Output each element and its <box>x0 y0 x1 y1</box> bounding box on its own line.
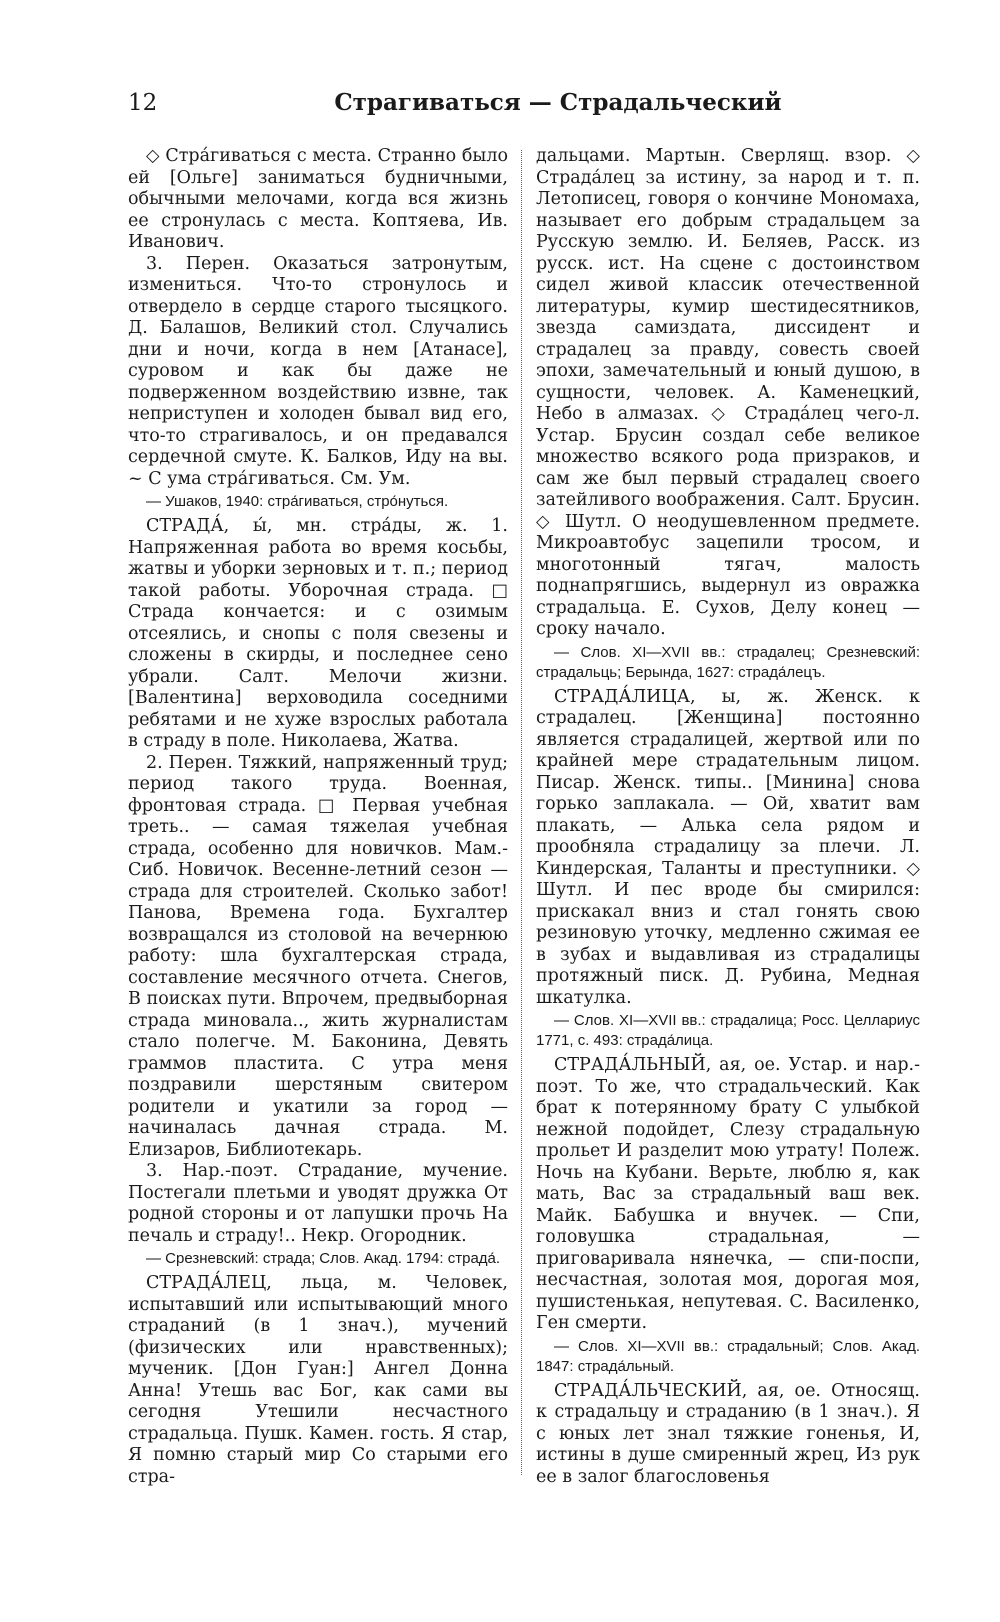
paragraph: дальцами. Мартын. Сверлящ. взор. ◇ Страда́лец за истину, за народ и т. п. Летописец, говоря о кончине Мономаха, называет его добрым страдальцем за Русскую землю. И. Беляев, Расск. из русск. ист. На сцене с достоинством сидел живой классик отечественной литературы, кумир шестидесятников, звезда самиздата, диссидент и страдалец за правду, совесть своей эпохи, замечательный и юный душою, в сущности, человек. А. Каменецкий, Небо в алмазах. ◇ Страда́лец чего-л. Устар. Брусин создал себе великое множество всякого рода призраков, и сам же был первый страдалец своего затейливого воображения. Салт. Брусин. ◇ Шутл. О неодушевленном предмете. Микроавтобус зацепили тросом, и многотонный тягач, малость поднапрягшись, выдернул из овражка страдальца. Е. Сухов, Делу конец — сроку начало. <box>536 146 920 639</box>
etymology-note: — Слов. XI—XVII вв.: страдалец; Срезневский: страдальць; Берында, 1627: страда́лецъ. <box>536 643 920 681</box>
running-title: Страгиваться — Страдальческий <box>334 89 782 116</box>
dictionary-entry: СТРАДА́ЛИЦА, ы, ж. Женск. к страдалец. [Женщина] постоянно является страдалицей, жертвой или по крайней мере страдательным лицом. Писар. Женск. типы.. [Минина] снова горько заплакала. — Ой, хватит вам плакать, — Алька села рядом и прообняла страдалицу за плечи. Л. Киндерская, Таланты и преступники. ◇ Шутл. И пес вроде бы смирился: прискакал вниз и стал гонять свою резиновую уточку, медленно сжимая ее в зубах и выдавливая из страдалицы протяжный писк. Д. Рубина, Медная шкатулка. <box>536 686 920 1008</box>
column-divider <box>521 150 523 1475</box>
paragraph: 3. Перен. Оказаться затронутым, измениться. Что-то стронулось и отвердело в сердце старого тысяцкого. Д. Балашов, Великий стол. Случались дни и ночи, когда в нем [Атанасе], суровом и как бы даже не подверженном воздействию извне, так неприступен и холоден бывал вид его, что-то страгивалось, и он предавался сердечной смуте. К. Балков, Иду на вы. ~ С ума стра́гиваться. См. Ум. <box>128 253 508 489</box>
etymology-note: — Слов. XI—XVII вв.: страдалица; Росс. Целлариус 1771, с. 493: страда́лица. <box>536 1012 920 1049</box>
page-header <box>128 88 928 128</box>
dictionary-entry: СТРАДА́ЛЕЦ, льца, м. Человек, испытавший или испытывающий много страданий (в 1 знач.), мучений (физических или нравственных); мученик. [Дон Гуан:] Ангел Донна Анна! Утешь вас Бог, как сами вы сегодня Утешили несчастного страдальца. Пушк. Камен. гость. Я стар, Я помню старый мир Со старыми его стра- <box>128 1273 508 1487</box>
page-number: 12 <box>128 90 158 116</box>
paragraph: 2. Перен. Тяжкий, напряженный труд; период такого труда. Военная, фронтовая страда. □ Первая учебная треть.. — самая тяжелая учебная страда, особенно для новичков. Мам.-Сиб. Новичок. Весенне-летний сезон — страда для строителей. Сколько забот! Панова, Времена года. Бухгалтер возвращался из столовой на вечернюю работу: шла бухгалтерская страда, составление месячного отчета. Снегов, В поисках пути. Впрочем, предвыборная страда миновала.., жить журналистам стало полегче. М. Баконина, Девять граммов пластита. С утра меня поздравили шерстяным свитером родители и укатили за город — начиналась дачная страда. М. Елизаров, Библиотекарь. <box>128 752 508 1160</box>
etymology-note: — Слов. XI—XVII вв.: страдальный; Слов. Акад. 1847: страда́льный. <box>536 1337 920 1375</box>
right-column <box>536 146 920 1488</box>
etymology-note: — Срезневский: страда; Слов. Акад. 1794: страда́. <box>146 1250 501 1267</box>
dictionary-entry: СТРАДА́, ы́, мн. стра́ды, ж. 1. Напряженная работа во время косьбы, жатвы и уборки зерновых и т. п.; период такой работы. Уборочная страда. □ Страда кончается: и с озимым отсеялись, и снопы с поля свезены и сложены в скирды, и последнее сено убрали. Салт. Мелочи жизни. [Валентина] верховодила соседними ребятами и не хуже взрослых работала в страду в поле. Николаева, Жатва. <box>128 516 508 751</box>
paragraph: ◇ Стра́гиваться с места. Странно было ей [Ольге] заниматься будничными, обычными мелочами, когда вся жизнь ее стронулась с места. Коптяева, Ив. Иванович. <box>128 146 508 252</box>
left-column <box>128 146 508 1488</box>
dictionary-entry: СТРАДА́ЛЬНЫЙ, ая, ое. Устар. и нар.-поэт. То же, что страдальческий. Как брат к потерянному брату С улыбкой нежной подойдет, Слезу страдальную прольет И разделит мою утрату! Полеж. Ночь на Кубани. Верьте, люблю я, как мать, Вас за страдальный ваш век. Майк. Бабушка и внучек. — Спи, головушка страдальная, — приговаривала нянечка, — спи-поспи, несчастная, золотая моя, дорогая моя, пушистенькая, непутевая. С. Василенко, Ген смерти. <box>536 1055 920 1333</box>
dictionary-entry: СТРАДА́ЛЬЧЕСКИЙ, ая, ое. Относящ. к страдальцу и страданию (в 1 знач.). Я с юных лет знал тяжкие гоненья, И, истины в душе смиренный жрец, Из рук ее в залог благословенья <box>536 1380 920 1487</box>
paragraph: 3. Нар.-поэт. Страдание, мучение. Постегали плетьми и уводят дружка От родной стороны и от лапушки прочь На печаль и страду!.. Некр. Огородник. <box>128 1161 508 1246</box>
etymology-note: — Ушаков, 1940: стра́гиваться, стро́нуться. <box>146 493 449 510</box>
